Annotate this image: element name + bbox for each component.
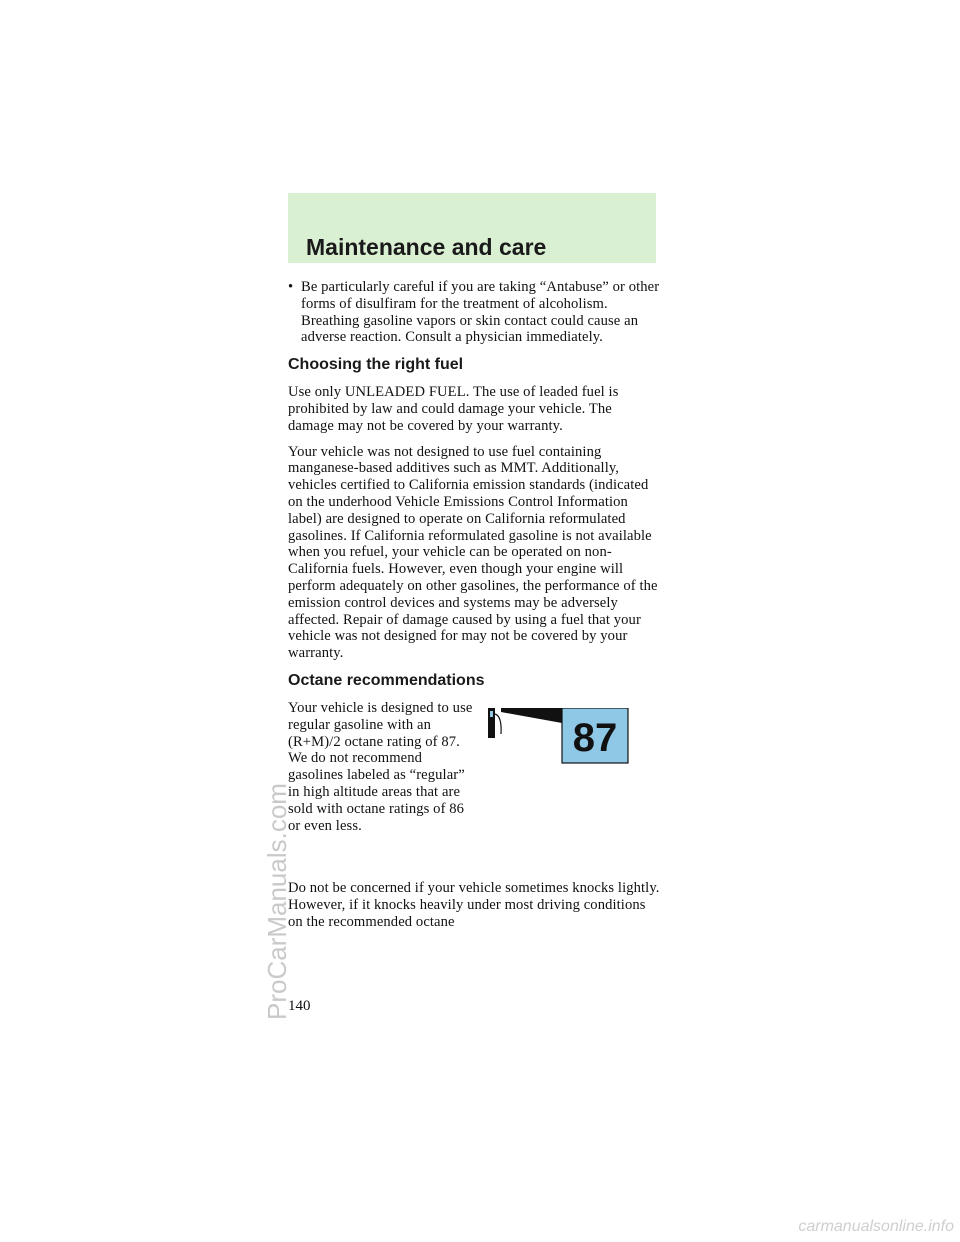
octane-block <box>288 700 660 872</box>
page-content <box>288 279 660 930</box>
page-number: 140 <box>288 998 311 1014</box>
octane-paragraph: Your vehicle is designed to use regular gasoline with an (R+M)/2 octane rating of 87. We do not recommend gasolines labeled as “regular” in high altitude areas that are sold with octane ratings of 86 or even less. <box>288 699 473 834</box>
heading-choosing-fuel: Choosing the right fuel <box>288 356 464 374</box>
heading-octane: Octane recommendations <box>288 671 485 689</box>
fuel-paragraph-1: Use only UNLEADED FUEL. The use of leaded fuel is prohibited by law and could damage your vehicle. The damage may not be covered by your warranty. <box>288 384 619 434</box>
pointer-wedge <box>501 708 562 723</box>
footer-watermark: carmanualsonline.info <box>798 1218 954 1235</box>
section-title: Maintenance and care <box>306 234 547 260</box>
bullet-icon: • <box>288 279 294 295</box>
bullet-text: Be particularly careful if you are taking “Antabuse” or other forms of disulfiram for the treatment of alcoholism. Breathing gasoline vapors or skin contact could cause an adverse reaction. Consult a physician immediately. <box>301 279 660 346</box>
fuel-pump-window <box>490 711 493 717</box>
knock-paragraph: Do not be concerned if your vehicle sometimes knocks lightly. However, if it knocks heavily under most driving conditions on the recommended octane <box>288 879 660 930</box>
warning-bullet <box>288 279 660 346</box>
fuel-hose <box>495 714 501 734</box>
octane-rating-label: 87 <box>572 715 618 760</box>
watermark: ProCarManuals.com <box>262 783 292 1020</box>
fuel-pump-octane-icon <box>488 708 638 778</box>
fuel-paragraph-2: Your vehicle was not designed to use fuel containing manganese-based additives such as MMT. Additionally, vehicles certified to California emission standards (indicated on the underhood Vehicle Emissions Control Information label) are designed to operate on California reformulated gasolines. If California reformulated gasoline is not available when you refuel, your vehicle can be operated on non-California fuels. However, even though your engine will perform adequately on other gasolines, the performance of the emission control devices and systems may be adversely affected. Repair of damage caused by using a fuel that your vehicle was not designed for may not be covered by your warranty. <box>288 443 658 662</box>
